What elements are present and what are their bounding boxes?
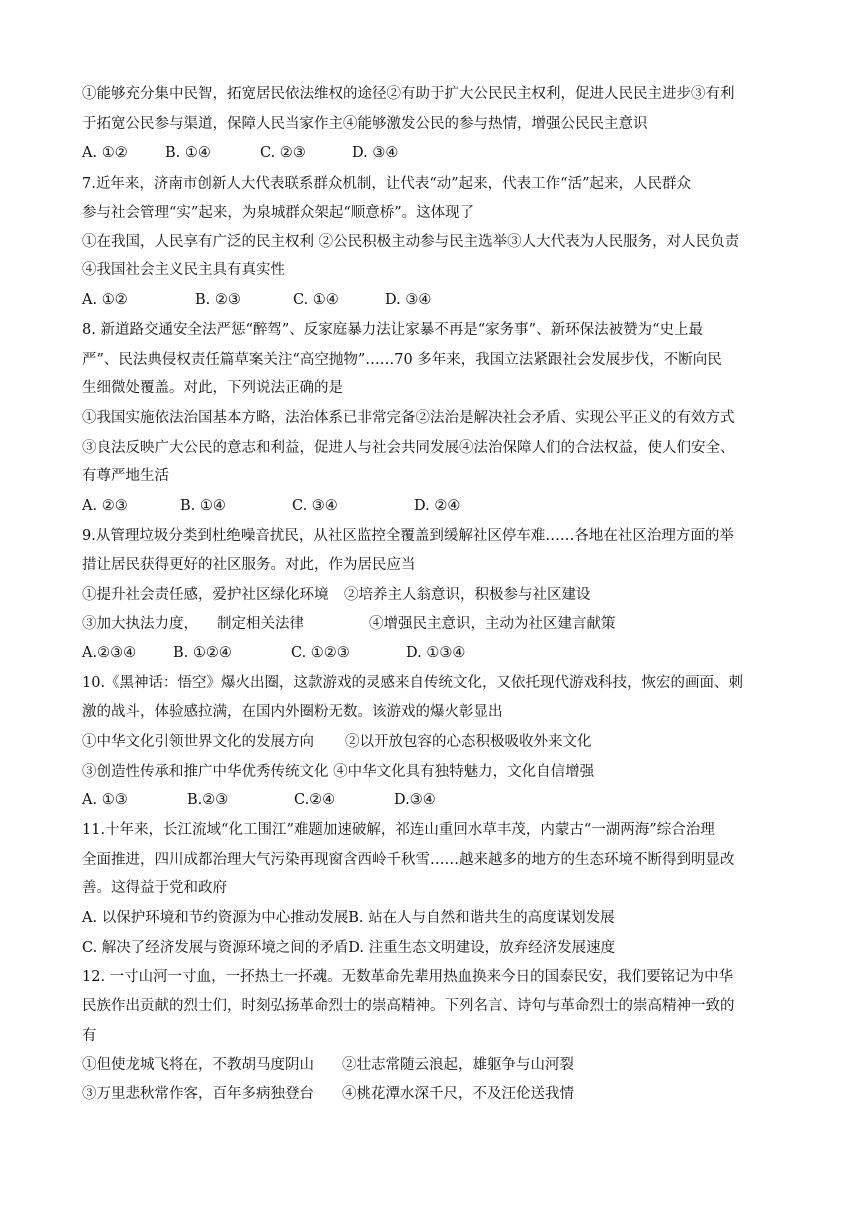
q8-statements-line-3: 有尊严地生活 bbox=[82, 468, 169, 484]
q6-option-d: D. ③④ bbox=[352, 145, 399, 161]
q7-stem-line-2: 参与社会管理“实”起来，为泉城群众架起“顺意桥”。这体现了 bbox=[82, 205, 475, 221]
q7-option-c: C. ①④ bbox=[293, 292, 339, 308]
q10-option-c: C.②④ bbox=[294, 792, 336, 808]
q10-option-b: B.②③ bbox=[187, 792, 229, 808]
q9-statement-3b: 制定相关法律 bbox=[217, 616, 304, 632]
q6-statements-line-2: 于拓宽公民参与渠道，保障人民当家作主④能够激发公民的参与热情，增强公民民主意识 bbox=[82, 116, 648, 132]
q8-stem-line-1: 8. 新道路交通安全法严惩“醉驾”、反家庭暴力法让家暴不再是“家务事”、新环保法被赞为“史上最 bbox=[82, 322, 704, 338]
q12-stem-line-2: 民族作出贡献的烈士们，时刻弘扬革命烈士的崇高精神。下列名言、诗句与革命烈士的崇高精神一致的 bbox=[82, 998, 735, 1014]
q12-statement-3: ③万里悲秋常作客，百年多病独登台 bbox=[82, 1086, 314, 1102]
q8-stem-line-2: 严”、民法典侵权责任篇草案关注“高空抛物”……70 多年来，我国立法紧跟社会发展步伐，不断向民 bbox=[82, 352, 722, 368]
q12-stem-line-3: 有 bbox=[82, 1028, 97, 1044]
q11-option-d: D. 注重生态文明建设，放弃经济发展速度 bbox=[348, 940, 616, 956]
q6-option-b: B. ①④ bbox=[165, 145, 211, 161]
q7-option-d: D. ③④ bbox=[385, 292, 432, 308]
q9-option-d: D. ①③④ bbox=[406, 645, 466, 661]
q7-option-a: A. ①② bbox=[82, 292, 128, 308]
q9-options bbox=[82, 643, 465, 663]
q9-statement-2: ②培养主人翁意识，积极参与社区建设 bbox=[344, 587, 591, 603]
q9-statements-line-1 bbox=[82, 585, 591, 605]
q10-statements-line-2: ③创造性传承和推广中华优秀传统文化 ④中华文化具有独特魅力，文化自信增强 bbox=[82, 764, 595, 780]
q10-statements-line-1 bbox=[82, 732, 592, 752]
q10-option-d: D.③④ bbox=[394, 792, 436, 808]
q9-statement-4: ④增强民主意识，主动为社区建言献策 bbox=[369, 616, 616, 632]
q9-statements-line-2 bbox=[82, 614, 616, 634]
q6-option-a: A. ①② bbox=[82, 145, 128, 161]
q11-option-c: C. 解决了经济发展与资源环境之间的矛盾 bbox=[82, 940, 349, 956]
q11-stem-line-1: 11.十年来，长江流域“化工围江”难题加速破解，祁连山重回水草丰茂，内蒙古“一湖两海”综合治理 bbox=[82, 822, 715, 838]
q10-options bbox=[82, 790, 436, 810]
q9-option-c: C. ①②③ bbox=[291, 645, 350, 661]
q11-stem-line-3: 善。这得益于党和政府 bbox=[82, 880, 227, 896]
q12-statement-2: ②壮志常随云浪起，雄躯争与山河裂 bbox=[342, 1057, 574, 1073]
q12-statement-1: ①但使龙城飞将在，不教胡马度阴山 bbox=[82, 1057, 314, 1073]
q9-stem-line-2: 措让居民获得更好的社区服务。对此，作为居民应当 bbox=[82, 557, 416, 573]
q8-option-b: B. ①④ bbox=[180, 498, 226, 514]
q11-options-line-2 bbox=[82, 938, 615, 958]
q7-statements-line-2: ④我国社会主义民主具有真实性 bbox=[82, 262, 285, 278]
q7-stem-line-1: 7.近年来，济南市创新人大代表联系群众机制，让代表“动”起来，代表工作“活”起来，人民群众 bbox=[82, 176, 691, 192]
q12-stem-line-1: 12. 一寸山河一寸血，一抔热土一抔魂。无数革命先辈用热血换来今日的国泰民安，我们要铭记为中华 bbox=[82, 969, 734, 985]
q8-options bbox=[82, 496, 460, 516]
q9-statement-3a: ③加大执法力度， bbox=[82, 616, 198, 632]
q11-option-a: A. 以保护环境和节约资源为中心推动发展 bbox=[82, 910, 349, 926]
q9-option-b: B. ①②④ bbox=[173, 645, 232, 661]
q6-option-c: C. ②③ bbox=[260, 145, 306, 161]
q12-statements-line-2 bbox=[82, 1084, 574, 1104]
q11-stem-line-2: 全面推进，四川成都治理大气污染再现窗含西岭千秋雪……越来越多的地方的生态环境不断得到明显改 bbox=[82, 852, 735, 868]
q12-statements-line-1 bbox=[82, 1055, 574, 1075]
q10-stem-line-2: 激的战斗，体验感拉满，在国内外圈粉无数。该游戏的爆火彰显出 bbox=[82, 704, 503, 720]
q12-statement-4: ④桃花潭水深千尺，不及汪伦送我情 bbox=[342, 1086, 574, 1102]
q8-option-c: C. ③④ bbox=[292, 498, 338, 514]
q6-statements-line-1: ①能够充分集中民智，拓宽居民依法维权的途径②有助于扩大公民民主权利，促进人民民主进步③有利 bbox=[82, 86, 735, 102]
q7-options bbox=[82, 290, 431, 310]
q10-stem-line-1: 10.《黑神话：悟空》爆火出圈，这款游戏的灵感来自传统文化，又依托现代游戏科技，恢宏的画面、刺 bbox=[82, 675, 744, 691]
q9-option-a: A.②③④ bbox=[82, 645, 137, 661]
q11-options-line-1 bbox=[82, 908, 615, 928]
q8-statements-line-1: ①我国实施依法治国基本方略，法治体系已非常完备②法治是解决社会矛盾、实现公平正义的有效方式 bbox=[82, 410, 735, 426]
q8-option-a: A. ②③ bbox=[82, 498, 128, 514]
q10-statement-1: ①中华文化引领世界文化的发展方向 bbox=[82, 734, 314, 750]
q8-option-d: D. ②④ bbox=[414, 498, 461, 514]
q9-statement-1: ①提升社会责任感，爱护社区绿化环境 bbox=[82, 587, 329, 603]
q8-stem-line-3: 生细微处覆盖。对此，下列说法正确的是 bbox=[82, 380, 343, 396]
q8-statements-line-2: ③良法反映广大公民的意志和利益，促进人与社会共同发展④法治保障人们的合法权益，使人们安全、 bbox=[82, 440, 735, 456]
q11-option-b: B. 站在人与自然和谐共生的高度谋划发展 bbox=[348, 910, 615, 926]
q6-options bbox=[82, 143, 398, 163]
q9-stem-line-1: 9.从管理垃圾分类到杜绝噪音扰民，从社区监控全覆盖到缓解社区停车难……各地在社区治理方面的举 bbox=[82, 528, 734, 544]
q10-option-a: A. ①③ bbox=[82, 792, 128, 808]
q7-option-b: B. ②③ bbox=[195, 292, 241, 308]
q10-statement-2: ②以开放包容的心态积极吸收外来文化 bbox=[345, 734, 592, 750]
q7-statements-line-1: ①在我国，人民享有广泛的民主权利 ②公民积极主动参与民主选举③人大代表为人民服务，对人民负责 bbox=[82, 234, 740, 250]
